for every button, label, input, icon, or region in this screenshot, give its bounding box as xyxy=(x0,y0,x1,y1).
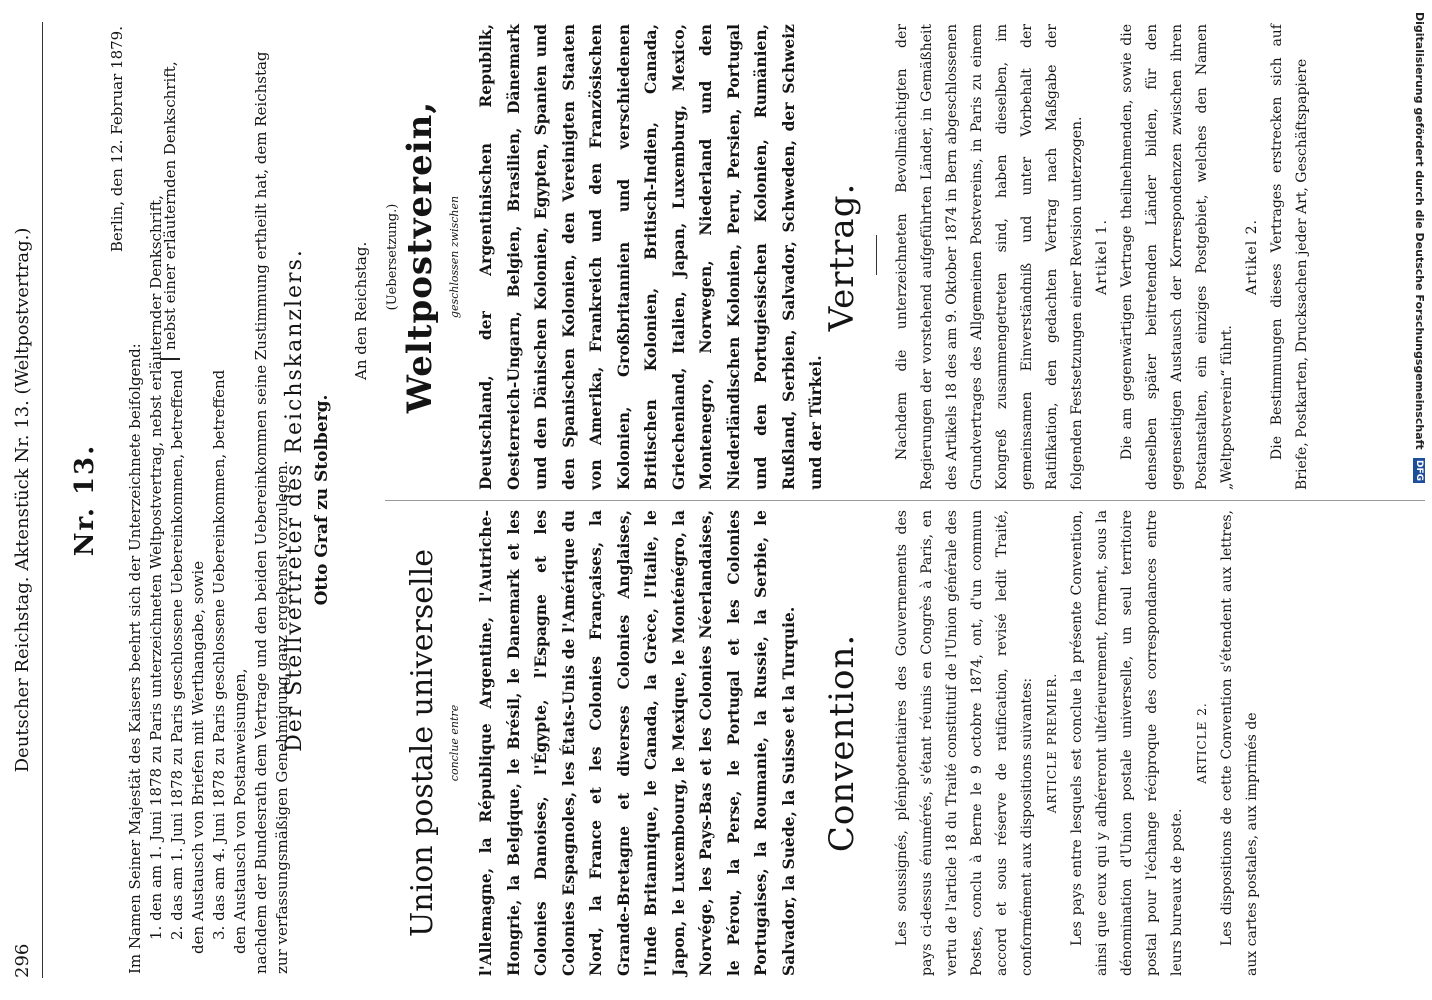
german-heading-rule xyxy=(876,235,877,275)
addressee: An den Reichstag. xyxy=(352,241,370,380)
intro-item-3a: 3. das am 4. Juni 1878 zu Paris geschlossene Uebereinkommen, betreffend xyxy=(210,369,228,940)
german-convention-heading: Vertrag. xyxy=(822,182,862,332)
column-divider xyxy=(385,500,1425,501)
german-concluded-between: geschlossen zwischen xyxy=(448,195,461,319)
french-title: Union postale universelle xyxy=(405,549,440,937)
header-rule xyxy=(42,22,43,978)
signature-name: Otto Graf zu Stolberg. xyxy=(312,394,332,606)
digitization-text: Digitalisierung gefördert durch die Deutsche Forschungsgemeinschaft xyxy=(1413,12,1426,450)
signature-title: Der Stellvertreter des Reichskanzlers. xyxy=(282,248,307,752)
intro-line: Im Namen Seiner Majestät des Kaisers beehrt sich der Unterzeichnete beifolgend: xyxy=(126,343,144,974)
dfg-logo: DFG xyxy=(1414,459,1424,481)
intro-item-2b: den Austausch von Briefen mit Werthangabe, sowie xyxy=(189,560,207,954)
french-art2-text: Les dispositions de cette Convention s'étendent aux lettres, aux cartes postales, aux imprimés de xyxy=(1219,510,1260,976)
german-art2-heading: Artikel 2. xyxy=(1244,219,1260,295)
german-translation-note: (Uebersetzung.) xyxy=(385,203,400,311)
german-art1-text: Die am gegenwärtigen Vertrage theilnehmenden, sowie die denselben später beitretenden Länder bilden, für den gegenseitigen Austausch der Korrespondenzen zwischen ihren Postanstalten, ein einziges Postgebiet, welches den Namen „Weltpostverein“ führt. xyxy=(1119,24,1235,490)
page-number: 296 xyxy=(12,943,33,978)
german-art1-heading: Artikel 1. xyxy=(1094,219,1110,295)
digitization-note xyxy=(1413,12,1426,483)
intro-item-1: 1. den am 1. Juni 1878 zu Paris unterzeichneten Weltpostvertrag, nebst erläuternder Denkschrift, xyxy=(147,195,165,940)
german-art2-text: Die Bestimmungen dieses Vertrages erstrecken sich auf Briefe, Postkarten, Drucksachen jeder Art, Geschäftspapiere xyxy=(1269,24,1310,490)
german-title: Weltpostverein, xyxy=(400,100,440,414)
document-number: Nr. 13. xyxy=(70,443,100,557)
french-art1-heading: ARTICLE PREMIER. xyxy=(1045,672,1059,814)
german-parties: Deutschland, der Argentinischen Republik, Oesterreich-Ungarn, Belgien, Brasilien, Dänemark und den Dänischen Kolonien, Egypten, Spanien und den Spanischen Kolonien, den Vereinigten Staaten von Amerika, Frankreich und den Französischen Kolonien, Großbritannien und verschiedenen Britischen Kolonien, Britisch-Indien, Canada, Griechenland, Italien, Japan, Luxemburg, Mexico, Montenegro, Norwegen, Niederland und den Niederländischen Kolonien, Peru, Persien, Portugal und den Portugiesischen Kolonien, Rumänien, Rußland, Serbien, Salvador, Schweden, der Schweiz und der Türkei. xyxy=(476,24,825,490)
german-preamble: Nachdem die unterzeichneten Bevollmächtigten der Regierungen der vorstehend aufgeführten Länder, in Gemäßheit des Artikels 18 des am 9. Oktober 1874 in Bern abgeschlossenen Grundvertrages des Allgemeinen Postvereins, in Paris zu einem Kongreß zusammengetreten sind, haben dieselben, im gemeinsamen Einverständniß und unter Vorbehalt der Ratifikation, den gedachten Vertrag nach Maßgabe der folgenden Festsetzungen einer Revision unterzogen. xyxy=(894,24,1085,490)
running-title: Deutscher Reichstag. Aktenstück Nr. 13. (Weltpostvertrag.) xyxy=(12,227,33,773)
french-art2-heading: ARTICLE 2. xyxy=(1195,702,1209,784)
french-preamble: Les soussignés, plénipotentiaires des Gouvernements des pays ci-dessus énumérés, s'étant réunis en Congrès à Paris, en vertu de l'article 18 du Traité constitutif de l'Union générale des Postes, conclu à Berne le 9 octobre 1874, ont, d'un commun accord et sous réserve de ratification, revisé ledit Traité, conformément aux dispositions suivantes: xyxy=(894,510,1035,976)
brace-note: nebst einer erläuternden Denkschrift, xyxy=(160,30,180,360)
french-art1-text: Les pays entre lesquels est conclue la présente Convention, ainsi que ceux qui y adhéreront ultérieurement, forment, sous la dénomination d'Union postale universelle, un seul territoire postal pour l'échange réciproque des correspondances entre leurs bureaux de poste. xyxy=(1069,510,1185,976)
french-concluded-between: conclue entre xyxy=(448,704,461,782)
intro-item-2a: 2. das am 1. Juni 1878 zu Paris geschlossene Uebereinkommen, betreffend xyxy=(168,369,186,940)
german-body xyxy=(890,24,1315,490)
french-parties: l'Allemagne, la République Argentine, l'Autriche-Hongrie, la Belgique, le Brésil, le Danemark et les Colonies Danoises, l'Égypte, l'Espagne et les Colonies Espagnoles, les États-Unis de l'Amérique du Nord, la France et les Colonies Françaises, la Grande-Bretagne et diverses Colonies Anglaises, l'Inde Britannique, le Canada, la Grèce, l'Italie, le Japon, le Luxembourg, le Mexique, le Monténégro, la Norvége, les Pays-Bas et les Colonies Néerlandaises, le Pérou, la Perse, le Portugal et les Colonies Portugaises, la Roumanie, la Russie, la Serbie, le Salvador, la Suède, la Suisse et la Turquie. xyxy=(476,510,798,976)
french-convention-heading: Convention. xyxy=(822,633,862,853)
intro-item-3b: den Austausch von Postanweisungen, xyxy=(231,668,249,954)
french-body xyxy=(890,510,1265,976)
intro-closing: nachdem der Bundesrath dem Vertrage und den beiden Uebereinkommen seine Zustimmung ertheilt hat, dem Reichstag zur verfassungsmäßigen Genehmigung ganz ergebenst vorzulegen. xyxy=(252,51,291,974)
intro-text xyxy=(125,26,293,974)
intro-date: Berlin, den 12. Februar 1879. xyxy=(108,26,126,253)
